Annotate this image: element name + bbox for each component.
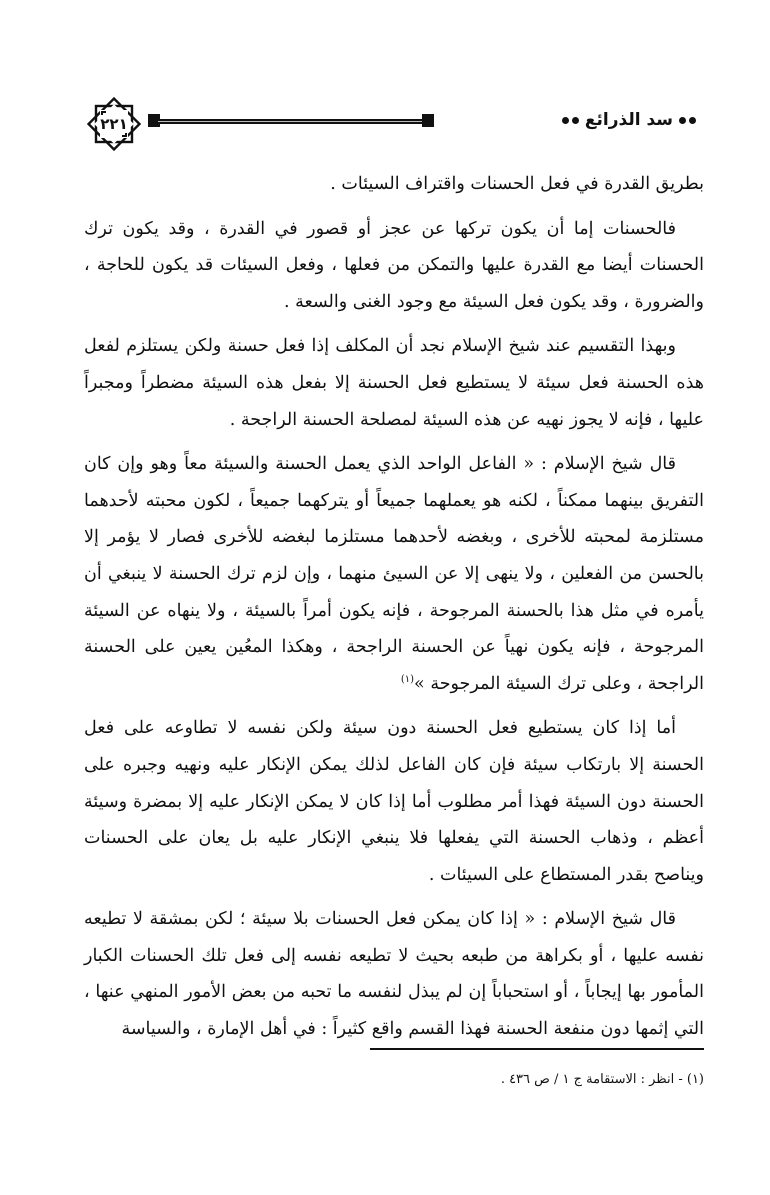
running-title-text: سد الذرائع [584,110,673,130]
page-number-ornament [86,96,142,152]
paragraph [84,328,704,438]
paragraph [84,446,704,702]
running-title [562,110,696,130]
paragraph-text: بطريق القدرة في فعل الحسنات واقتراف السيئات . [330,174,704,194]
header-rule [158,119,424,124]
paragraph-text: وبهذا التقسيم عند شيخ الإسلام نجد أن المكلف إذا فعل حسنة ولكن يستلزم لفعل هذه الحسنة فعل سيئة لا يستطيع فعل الحسنة إلا بفعل هذه السيئة مضطراً ومجبراً عليها ، فإنه لا يجوز نهيه عن هذه السيئة لمصلحة الحسنة الراجحة . [84,336,704,430]
paragraph [84,710,704,893]
bullet-dots-icon [679,117,696,124]
footnote-item: (١) - انظر : الاستقامة ج ١ / ص ٤٣٦ . [500,1072,704,1087]
bullet-dots-icon [562,117,579,124]
paragraph-text: قال شيخ الإسلام : « إذا كان يمكن فعل الحسنات بلا سيئة ؛ لكن بمشقة لا تطيعه نفسه عليها ، أو بكراهة من طبعه بحيث لا تطيعه نفسه إلى فعل تلك الحسنات الكبار المأمور بها إيجاباً ، أو استحباباً إن لم يبذل لنفسه ما تحبه من بعض الأمور المنهي عنها ، التي إثمها دون منفعة الحسنة فهذا القسم واقع كثيراً : في أهل الإمارة ، والسياسة [84,909,704,1040]
running-header [86,96,696,152]
body-text [84,166,704,1056]
paragraph [84,901,704,1047]
footnotes [501,1072,704,1087]
rule-end-square-right [422,114,434,127]
footnote-reference[interactable]: (١) [400,673,415,685]
paragraph [84,166,704,203]
paragraph-text: قال شيخ الإسلام : « الفاعل الواحد الذي يعمل الحسنة والسيئة معاً وهو وإن كان التفريق بينهما ممكناً ، لكنه هو يعملهما جميعاً أو يتركهما جميعاً ، لكون محبته لأحدهما مستلزمة لمحبته للأخرى ، وبغضه لأحدهما مستلزما لبغضه للأخرى فصار لا يؤمر إلا بالحسن من الفعلين ، ولا ينهى إلا عن السيئ منهما ، وإن لزم ترك الحسنة لا ينبغي أن يأمره في مثل هذا بالحسنة المرجوحة ، فإنه يكون أمراً بالسيئة ، ولا ينهاه عن السيئة المرجوحة ، فإنه يكون نهياً عن الحسنة الراجحة ، وهكذا المعُين يعين على الحسنة الراجحة ، وعلى ترك السيئة المرجوحة » [84,454,704,694]
paragraph-text: أما إذا كان يستطيع فعل الحسنة دون سيئة ولكن نفسه لا تطاوعه على فعل الحسنة إلا بارتكاب سيئة فإن كان الفاعل لذلك يمكن الإنكار عليه ونهيه وجبره على الحسنة دون السيئة فهذا أمر مطلوب أما إذا كان لا يمكن الإنكار عليه إلا بمضرة وسيئة أعظم ، وذهاب الحسنة التي يفعلها فلا ينبغي الإنكار عليه بل يعان على الحسنات ويناصح بقدر المستطاع على السيئات . [84,718,704,885]
page-number: ٢٢١ [100,115,128,133]
paragraph [84,211,704,321]
footnote-separator [370,1048,704,1050]
paragraph-text: فالحسنات إما أن يكون تركها عن عجز أو قصور في القدرة ، وقد يكون ترك الحسنات أيضا مع القدرة عليها والتمكن من فعلها ، وفعل السيئات قد يكون للحاجة ، والضرورة ، وقد يكون فعل السيئة مع وجود الغنى والسعة . [84,218,704,312]
